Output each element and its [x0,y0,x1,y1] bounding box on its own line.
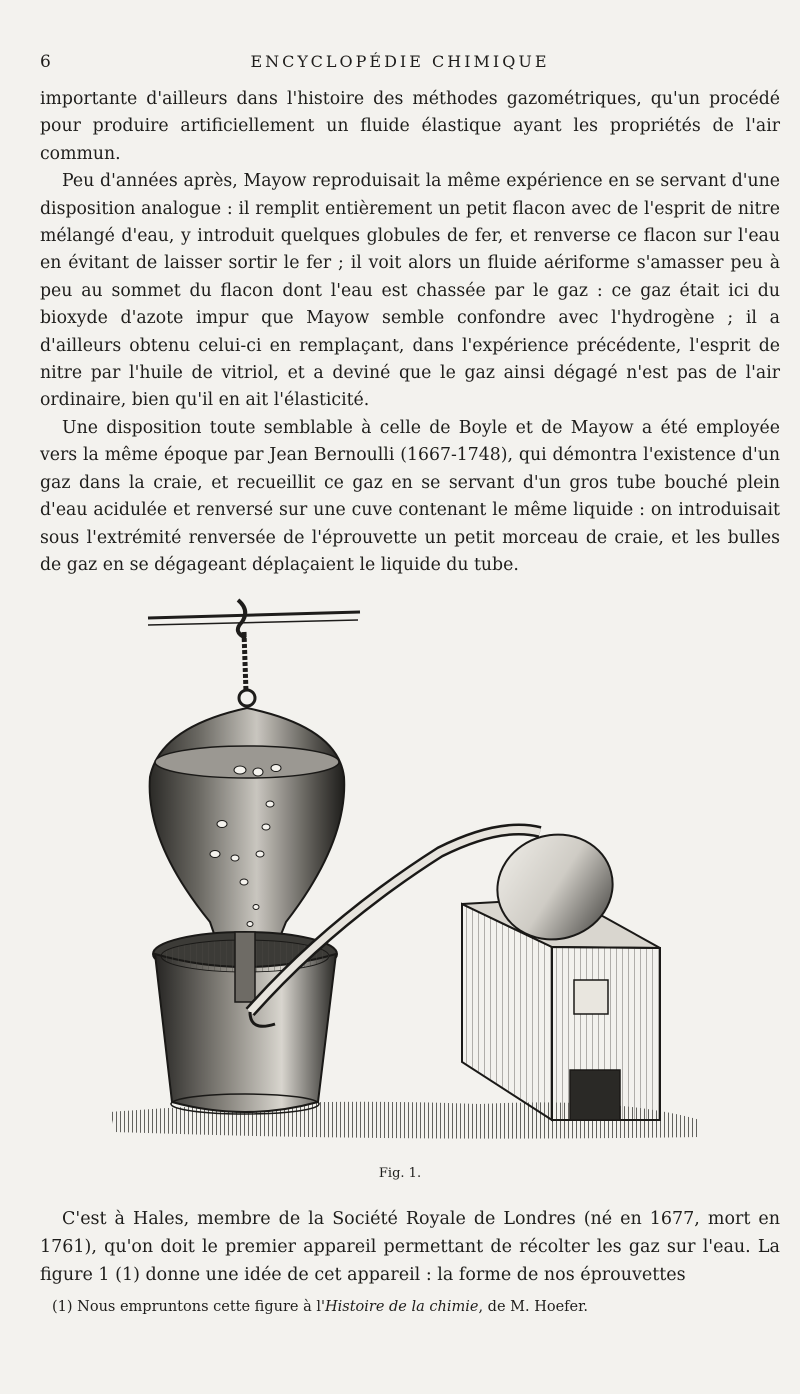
footnote-book-title: Histoire de la chimie [324,1299,479,1315]
figure-hales-apparatus [100,592,710,1152]
running-title: ENCYCLOPÉDIE CHIMIQUE [250,52,550,71]
text-block-bottom [40,1205,780,1289]
text-block-top [40,86,780,579]
footnote-marker: (1) [52,1299,73,1315]
page-number: 6 [40,52,51,72]
engraving-illustration [100,592,710,1152]
footnote-text-before: Nous empruntons cette figure à l' [77,1299,325,1315]
paragraph-hales: C'est à Hales, membre de la Société Royale de Londres (né en 1677, mort en 1761), qu'on doit le premier appareil permettant de récolter les gaz sur l'eau. La figure 1 (1) donne une idée de cet appareil : la forme de nos éprouvettes [40,1209,780,1285]
paragraph-bernoulli: Une disposition toute semblable à celle de Boyle et de Mayow a été employée vers la même époque par Jean Bernoulli (1667-1748), qui démontra l'existence d'un gaz dans la craie, et recueillit ce gaz en se servant d'un gros tube bouché plein d'eau acidulée et renversé sur une cuve contenant le même liquide : on introduisait sous l'extrémité renversée de l'éprouvette un petit morceau de craie, et les bulles de gaz en se dégageant déplaçaient le liquide du tube. [40,417,780,575]
paragraph-mayow: Peu d'années après, Mayow reproduisait la même expérience en se servant d'une disposition analogue : il remplit entièrement un petit flacon avec de l'esprit de nitre mélangé d'eau, y introduit quelques globules de fer, et renverse ce flacon sur l'eau en évitant de laisser sortir le fer ; il voit alors un fluide aériforme s'amasser peu à peu au sommet du flacon dont l'eau est chassée par le gaz : ce gaz était ici du bioxyde d'azote impur que Mayow semble confondre avec l'hydrogène ; il a d'ailleurs obtenu celui-ci en remplaçant, dans l'expérience précédente, l'esprit de nitre par l'huile de vitriol, et a deviné que le gaz ainsi dégagé n'est pas de l'air ordinaire, bien qu'il en ait l'élasticité. [40,171,780,411]
footnote-text-after: , de M. Hoefer. [478,1299,589,1315]
page-header [40,50,760,74]
figure-caption: Fig. 1. [378,1166,422,1181]
paragraph-continued: importante d'ailleurs dans l'histoire des méthodes gazométriques, qu'un procédé pour produire artificiellement un fluide élastique ayant les propriétés de l'air commun. [40,89,780,164]
footnote [52,1299,782,1315]
